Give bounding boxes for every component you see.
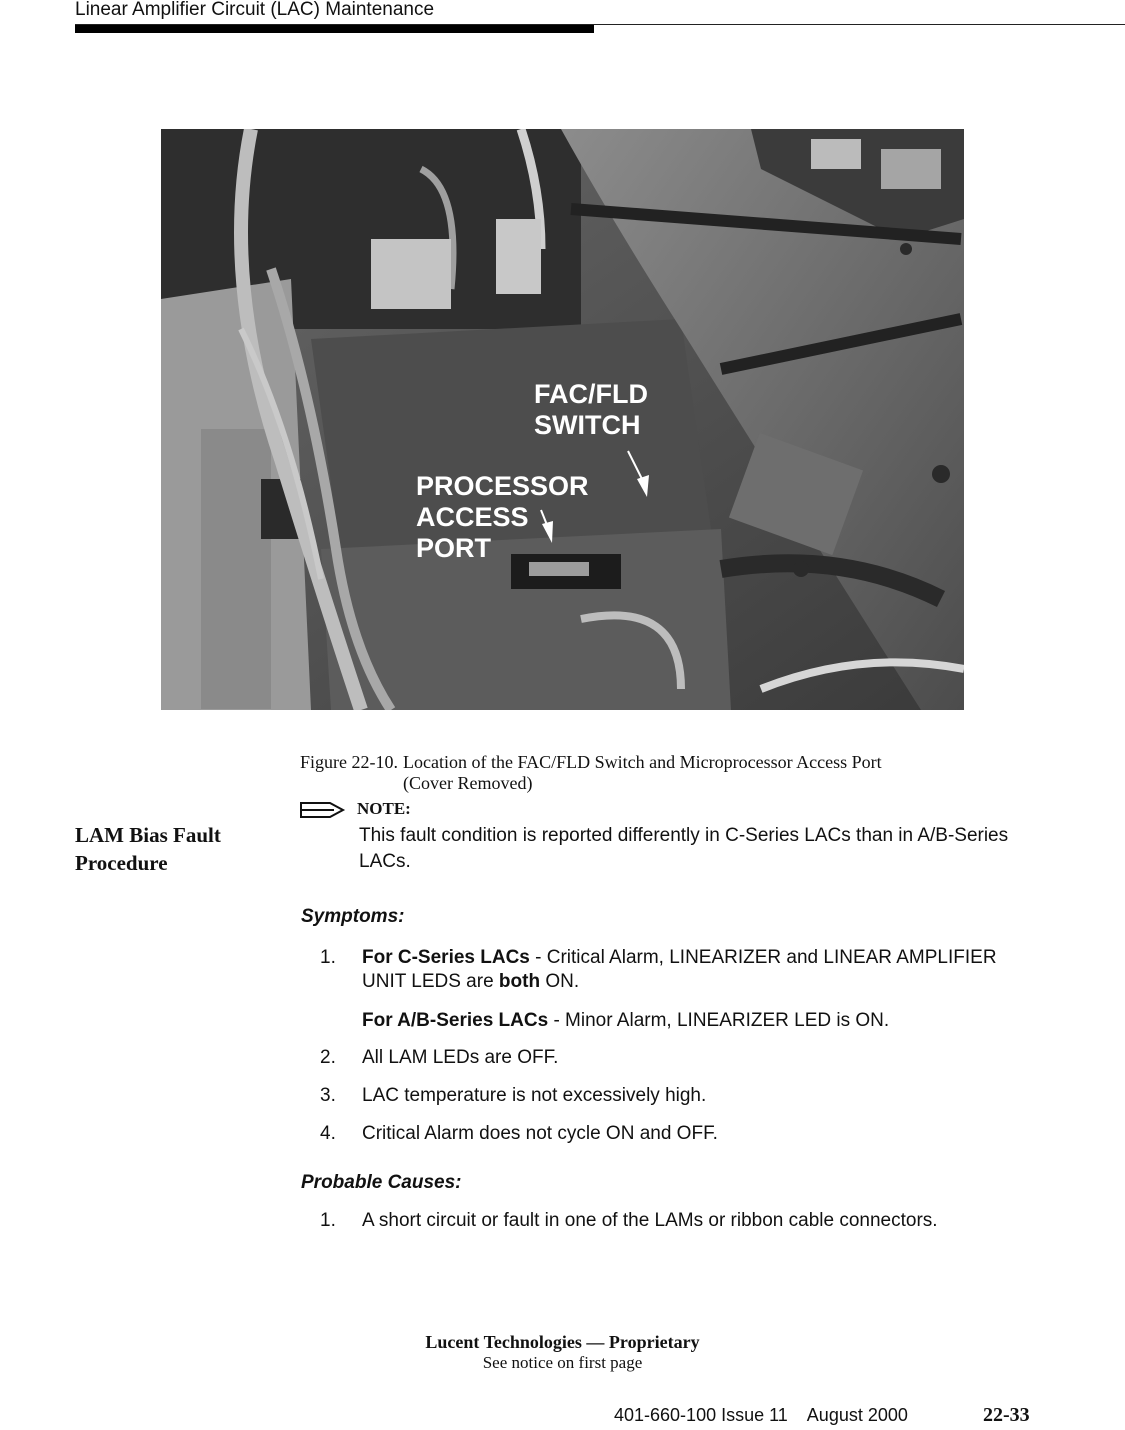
- page-number: 22-33: [983, 1404, 1030, 1426]
- c-series-description: - Critical Alarm, LINEARIZER and LINEAR AMPLIFIER UNIT LEDS are: [362, 947, 997, 992]
- cause-item-1: [320, 1209, 1020, 1233]
- symptom-item-1: [320, 946, 1020, 996]
- symptom-item-2: [320, 1046, 1020, 1070]
- figure-caption-line1: Location of the FAC/FLD Switch and Microprocessor Access Port: [403, 752, 882, 772]
- symptom-item-2-number: 2.: [320, 1047, 336, 1068]
- equipment-photo: [161, 129, 964, 710]
- section-heading: LAM Bias Fault Procedure: [75, 823, 221, 875]
- footer-company: Lucent Technologies — Proprietary: [425, 1332, 700, 1352]
- symptom-item-4-number: 4.: [320, 1123, 336, 1144]
- cause-item-1-text: A short circuit or fault in one of the LAMs or ribbon cable connectors.: [362, 1210, 938, 1231]
- symptom-item-3-number: 3.: [320, 1085, 336, 1106]
- footer-notice: See notice on first page: [482, 1353, 643, 1372]
- header-rule-thick: [75, 25, 594, 33]
- symptom-item-4: [320, 1122, 1020, 1146]
- figure-caption: [300, 752, 1060, 794]
- processor-label-line3: PORT: [416, 533, 492, 563]
- figure-number: Figure 22-10.: [300, 752, 398, 772]
- note-pencil-icon: [300, 799, 348, 821]
- note-label: NOTE:: [357, 799, 411, 818]
- figure-caption-line2: (Cover Removed): [403, 773, 533, 793]
- fac-fld-label-line1: FAC/FLD: [534, 379, 648, 409]
- processor-label-line2: ACCESS: [416, 502, 529, 532]
- symptom-item-1-number: 1.: [320, 947, 336, 968]
- c-series-label: For C-Series LACs: [362, 947, 530, 968]
- c-series-description-end: ON.: [540, 971, 580, 992]
- note-text: This fault condition is reported differently in C-Series LACs than in A/B-Series LACs.: [359, 825, 1009, 872]
- symptom-item-3: [320, 1084, 1020, 1108]
- symptom-item-2-text: All LAM LEDs are OFF.: [362, 1047, 559, 1068]
- symptom-item-1b-text: [362, 1009, 1002, 1033]
- ab-series-description: - Minor Alarm, LINEARIZER LED is ON.: [548, 1010, 890, 1031]
- probable-causes-heading: Probable Causes:: [301, 1172, 462, 1193]
- footer-document-info: 401-660-100 Issue 11 August 2000: [614, 1405, 908, 1425]
- symptom-item-1-text: [362, 946, 1002, 994]
- fac-fld-label-line2: SWITCH: [534, 410, 641, 440]
- symptom-item-4-text: Critical Alarm does not cycle ON and OFF.: [362, 1123, 718, 1144]
- running-header-title: Linear Amplifier Circuit (LAC) Maintenance: [75, 0, 435, 20]
- symptom-item-1b: [320, 1009, 1020, 1033]
- equipment-photo-drawing: [161, 129, 964, 710]
- symptom-item-3-text: LAC temperature is not excessively high.: [362, 1085, 707, 1106]
- symptoms-heading: Symptoms:: [301, 906, 405, 927]
- both-emphasis: both: [498, 971, 541, 992]
- ab-series-label: For A/B-Series LACs: [362, 1010, 549, 1031]
- processor-label-line1: PROCESSOR: [416, 471, 589, 501]
- cause-item-1-number: 1.: [320, 1210, 336, 1231]
